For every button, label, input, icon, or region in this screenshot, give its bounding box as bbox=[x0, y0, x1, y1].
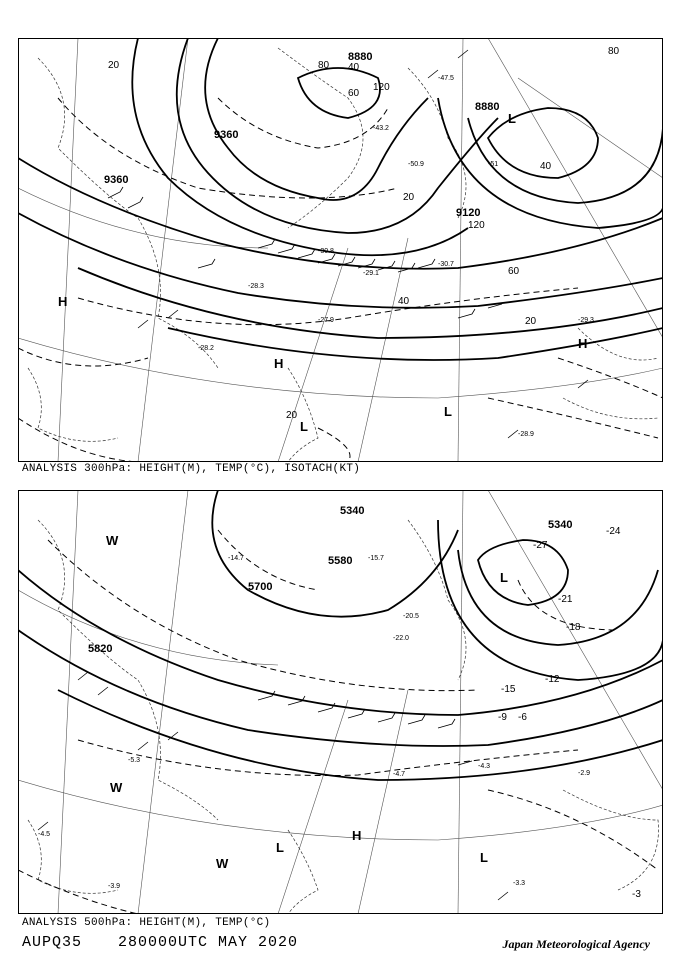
isotach-label: 20 bbox=[108, 60, 120, 71]
isotherm-label: -21 bbox=[558, 594, 573, 605]
isotherm-label: -12 bbox=[545, 674, 560, 685]
high-center: H bbox=[274, 356, 284, 371]
height-label: 5820 bbox=[88, 643, 113, 655]
low-center: L bbox=[300, 419, 308, 434]
low-center: L bbox=[276, 840, 284, 855]
temp-label: -20.5 bbox=[403, 613, 419, 620]
warm-marker: W bbox=[106, 533, 119, 548]
isotach-label: 120 bbox=[468, 220, 485, 231]
chart-id-line bbox=[22, 934, 324, 951]
caption-500hpa: ANALYSIS 500hPa: HEIGHT(M), TEMP(°C) bbox=[22, 917, 271, 929]
warm-marker: W bbox=[216, 856, 229, 871]
temp-label: -4.7 bbox=[393, 771, 406, 778]
temp-label: -4.3 bbox=[478, 763, 491, 770]
height-label: 9360 bbox=[214, 129, 239, 141]
temp-label: -2.9 bbox=[578, 770, 591, 777]
height-label: 5580 bbox=[328, 555, 353, 567]
temp-label: -28.2 bbox=[198, 345, 214, 352]
temp-label: -14.7 bbox=[228, 555, 244, 562]
temp-label: -51 bbox=[488, 161, 499, 168]
temp-label: -28.3 bbox=[248, 283, 264, 290]
isotach-label: 60 bbox=[348, 88, 360, 99]
height-label: 5340 bbox=[340, 505, 365, 517]
low-center: L bbox=[500, 570, 508, 585]
temp-label: -29.1 bbox=[363, 270, 379, 277]
temp-label: -30.7 bbox=[438, 261, 454, 268]
temp-label: -5.3 bbox=[128, 757, 141, 764]
temp-label: -43.2 bbox=[373, 125, 389, 132]
caption-300hpa: ANALYSIS 300hPa: HEIGHT(M), TEMP(°C), ISOTACH(KT) bbox=[22, 463, 361, 475]
temp-labels bbox=[38, 555, 590, 890]
temp-label: -3.9 bbox=[108, 883, 121, 890]
height-contours bbox=[18, 38, 663, 360]
isotherm-label: -3 bbox=[632, 889, 641, 900]
graticule bbox=[18, 490, 663, 914]
temp-label: -28.9 bbox=[518, 431, 534, 438]
height-label: 5340 bbox=[548, 519, 573, 531]
coastline bbox=[28, 520, 659, 914]
wind-barbs bbox=[38, 672, 508, 900]
isotach-label: 80 bbox=[608, 46, 620, 57]
isotherm-label: -6 bbox=[518, 712, 527, 723]
isotach-label: 60 bbox=[508, 266, 520, 277]
isotherm-label: -24 bbox=[606, 526, 621, 537]
isotach-label: 20 bbox=[525, 316, 537, 327]
temp-label: -22.0 bbox=[393, 635, 409, 642]
isotach-label: 40 bbox=[348, 62, 360, 73]
isotach-label: 40 bbox=[540, 161, 552, 172]
height-label: 8880 bbox=[348, 51, 373, 63]
isotherm-label: -15 bbox=[501, 684, 516, 695]
map-500hpa bbox=[18, 490, 663, 914]
chart-300hpa bbox=[18, 38, 663, 462]
isotach-label: 120 bbox=[373, 82, 390, 93]
high-center: H bbox=[58, 294, 68, 309]
isotach-label: 80 bbox=[318, 60, 330, 71]
isotherm-label: -9 bbox=[498, 712, 507, 723]
temp-label: -4.5 bbox=[38, 831, 51, 838]
high-center: H bbox=[578, 336, 588, 351]
height-label: 9360 bbox=[104, 174, 129, 186]
low-center: L bbox=[444, 404, 452, 419]
isotachs bbox=[18, 98, 663, 462]
isotherm-label: -27 bbox=[533, 540, 548, 551]
isotach-label: 40 bbox=[398, 296, 410, 307]
height-label: 8880 bbox=[475, 101, 500, 113]
temp-label: -50.9 bbox=[408, 161, 424, 168]
agency-name: Japan Meteorological Agency bbox=[502, 937, 650, 951]
high-center: H bbox=[352, 828, 362, 843]
temp-label: -15.7 bbox=[368, 555, 384, 562]
isotach-label: 20 bbox=[286, 410, 298, 421]
valid-time: 280000UTC MAY 2020 bbox=[118, 934, 299, 951]
temp-label: -3.3 bbox=[513, 880, 526, 887]
chart-500hpa bbox=[18, 490, 663, 914]
isotach-label: 20 bbox=[403, 192, 415, 203]
height-label: 9120 bbox=[456, 207, 481, 219]
height-label: 5700 bbox=[248, 581, 273, 593]
isotherm-label: -18 bbox=[566, 622, 581, 633]
warm-marker: W bbox=[110, 780, 123, 795]
temp-label: -29.3 bbox=[578, 317, 594, 324]
map-300hpa bbox=[18, 38, 663, 462]
graticule bbox=[18, 38, 663, 462]
temp-label: -27.9 bbox=[318, 317, 334, 324]
temp-label: -47.5 bbox=[438, 75, 454, 82]
low-center: L bbox=[480, 850, 488, 865]
low-center: L bbox=[508, 111, 516, 126]
chart-code: AUPQ35 bbox=[22, 934, 83, 951]
temp-label: -30.8 bbox=[318, 248, 334, 255]
temp-isotherms bbox=[18, 530, 658, 914]
